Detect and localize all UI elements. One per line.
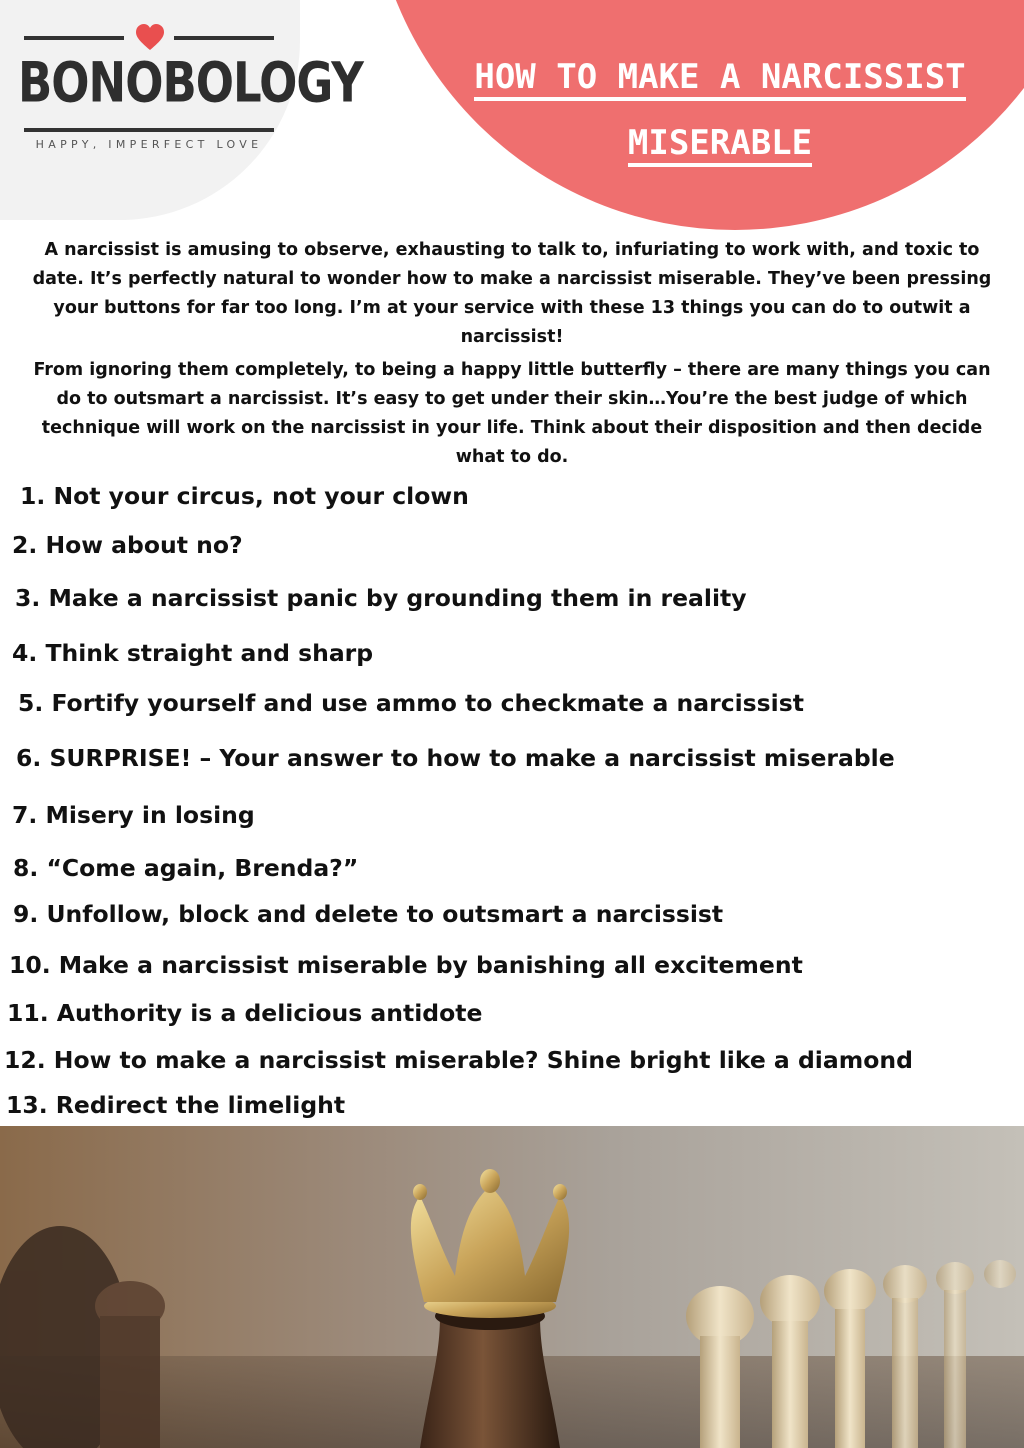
title-line-2: MISERABLE: [628, 123, 812, 167]
tip-item: 13. Redirect the limelight: [6, 1091, 346, 1119]
tip-item: 3. Make a narcissist panic by grounding them in reality: [15, 584, 747, 612]
tip-item: 1. Not your circus, not your clown: [20, 482, 469, 510]
tip-item: 9. Unfollow, block and delete to outsmart a narcissist: [13, 900, 724, 928]
title-line-1: HOW TO MAKE A NARCISSIST: [474, 57, 965, 101]
tip-item: 10. Make a narcissist miserable by banishing all excitement: [9, 951, 803, 979]
tip-item: 4. Think straight and sharp: [12, 639, 374, 667]
intro-paragraph-1: A narcissist is amusing to observe, exhausting to talk to, infuriating to work with, and toxic to date. It’s perfectly natural to wonder how to make a narcissist miserable. They’ve been pressing your buttons for far too long. I’m at your service with these 13 things you can do to outwit a narcissist!: [32, 240, 992, 347]
tip-item: 12. How to make a narcissist miserable? Shine bright like a diamond: [4, 1046, 913, 1074]
tip-item: 5. Fortify yourself and use ammo to checkmate a narcissist: [18, 689, 804, 717]
tip-item: 11. Authority is a delicious antidote: [7, 999, 483, 1027]
brand-tagline: HAPPY, IMPERFECT LOVE: [35, 138, 263, 151]
chess-king-crown-photo: [0, 1126, 1024, 1448]
tip-item: 8. “Come again, Brenda?”: [13, 854, 359, 882]
intro-paragraph-2: From ignoring them completely, to being a happy little butterfly – there are many things you can do to outsmart a narcissist. It’s easy to get under their skin…You’re the best judge of which technique will work on the narcissist in your life. Think about their disposition and then decide what to do.: [33, 360, 991, 467]
tip-item: 2. How about no?: [12, 531, 243, 559]
tip-item: 7. Misery in losing: [12, 801, 255, 829]
brand-name: BONOBOLOGY: [18, 50, 363, 115]
tip-item: 6. SURPRISE! – Your answer to how to make a narcissist miserable: [16, 744, 895, 772]
